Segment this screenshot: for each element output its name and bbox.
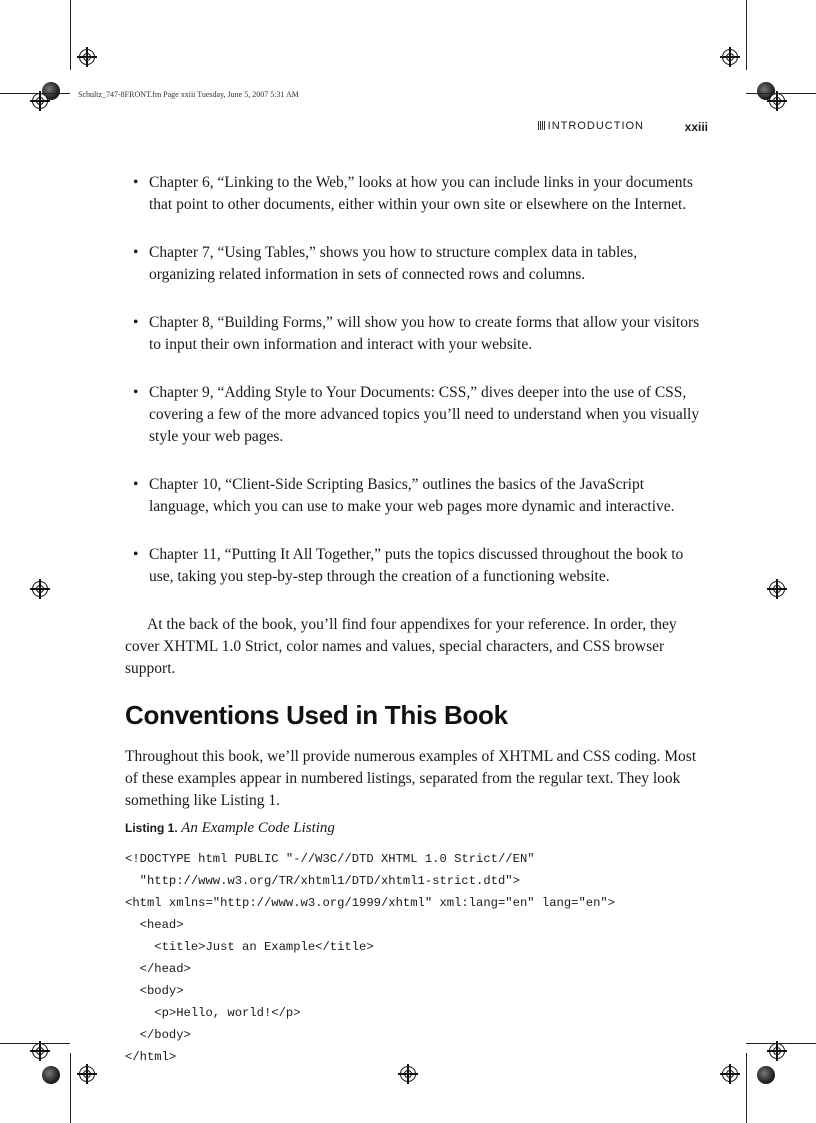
conventions-paragraph: Throughout this book, we’ll provide numerous examples of XHTML and CSS coding. Most of these examples appear in numbered listings, separated from the regular text. They look something like Listing 1. — [125, 748, 697, 809]
code-line: </head> — [125, 962, 191, 976]
running-head-label: INTRODUCTION — [538, 120, 644, 132]
registration-mark-left-lower — [32, 1043, 48, 1059]
code-listing — [125, 848, 615, 1068]
page-number: xxiii — [684, 120, 708, 134]
crop-line-bottom-right-v — [746, 1053, 747, 1123]
listing-caption — [125, 820, 335, 837]
crop-line-top-right-h — [746, 93, 816, 94]
main-content — [125, 172, 705, 680]
listing-title: An Example Code Listing — [181, 820, 335, 836]
code-line: </html> — [125, 1050, 177, 1064]
print-slug: Schultz_747-8FRONT.fm Page xxiii Tuesday, June 5, 2007 5:31 AM — [78, 90, 299, 99]
registration-mark-left-upper — [32, 93, 48, 109]
section-heading: Conventions Used in This Book — [125, 700, 508, 730]
registration-mark-right-upper — [769, 93, 785, 109]
crop-line-top-right-v — [746, 0, 747, 70]
registration-mark-right-middle — [769, 581, 785, 597]
list-item: • Chapter 10, “Client-Side Scripting Basics,” outlines the basics of the JavaScript language, which you can use to make your web pages more dynamic and interactive. — [125, 474, 705, 518]
registration-mark-bottom-center — [400, 1066, 416, 1082]
running-head — [0, 120, 816, 140]
code-line: <!DOCTYPE html PUBLIC "-//W3C//DTD XHTML 1.0 Strict//EN" — [125, 852, 535, 866]
list-item: • Chapter 9, “Adding Style to Your Documents: CSS,” dives deeper into the use of CSS, covering a few of the more advanced topics you’ll need to understand when you visually style your web pages. — [125, 382, 705, 448]
code-line: <head> — [125, 918, 184, 932]
list-item: • Chapter 6, “Linking to the Web,” looks at how you can include links in your documents that point to other documents, either within your own site or elsewhere on the Internet. — [125, 172, 705, 216]
listing-label: Listing 1. — [125, 821, 178, 835]
registration-mark-left-middle — [32, 581, 48, 597]
crop-line-top-left-h — [0, 93, 70, 94]
crop-line-bottom-left-h — [0, 1043, 70, 1044]
registration-dot-bottom-left — [42, 1066, 60, 1084]
list-item: • Chapter 11, “Putting It All Together,” puts the topics discussed throughout the book to use, taking you step-by-step through the creation of a functioning website. — [125, 544, 705, 588]
appendix-paragraph: At the back of the book, you’ll find four appendixes for your reference. In order, they cover XHTML 1.0 Strict, color names and values, special characters, and CSS browser support. — [125, 616, 677, 677]
chapter-list — [125, 172, 705, 588]
crop-line-top-left-v — [70, 0, 71, 70]
registration-mark-top-right — [722, 49, 738, 65]
registration-mark-top-left — [79, 49, 95, 65]
code-line: "http://www.w3.org/TR/xhtml1/DTD/xhtml1-strict.dtd"> — [125, 874, 520, 888]
code-line: <body> — [125, 984, 184, 998]
crop-line-bottom-left-v — [70, 1053, 71, 1123]
code-line: <title>Just an Example</title> — [125, 940, 374, 954]
registration-mark-bottom-left — [79, 1066, 95, 1082]
code-line: <html xmlns="http://www.w3.org/1999/xhtml" xml:lang="en" lang="en"> — [125, 896, 616, 910]
list-item: • Chapter 7, “Using Tables,” shows you how to structure complex data in tables, organizing related information in sets of connected rows and columns. — [125, 242, 705, 286]
code-line: </body> — [125, 1028, 191, 1042]
list-item: • Chapter 8, “Building Forms,” will show you how to create forms that allow your visitors to input their own information and interact with your website. — [125, 312, 705, 356]
registration-mark-right-lower — [769, 1043, 785, 1059]
registration-mark-bottom-right — [722, 1066, 738, 1082]
code-line: <p>Hello, world!</p> — [125, 1006, 301, 1020]
section-bar-icon — [538, 121, 546, 130]
registration-dot-bottom-right — [757, 1066, 775, 1084]
crop-line-bottom-right-h — [746, 1043, 816, 1044]
